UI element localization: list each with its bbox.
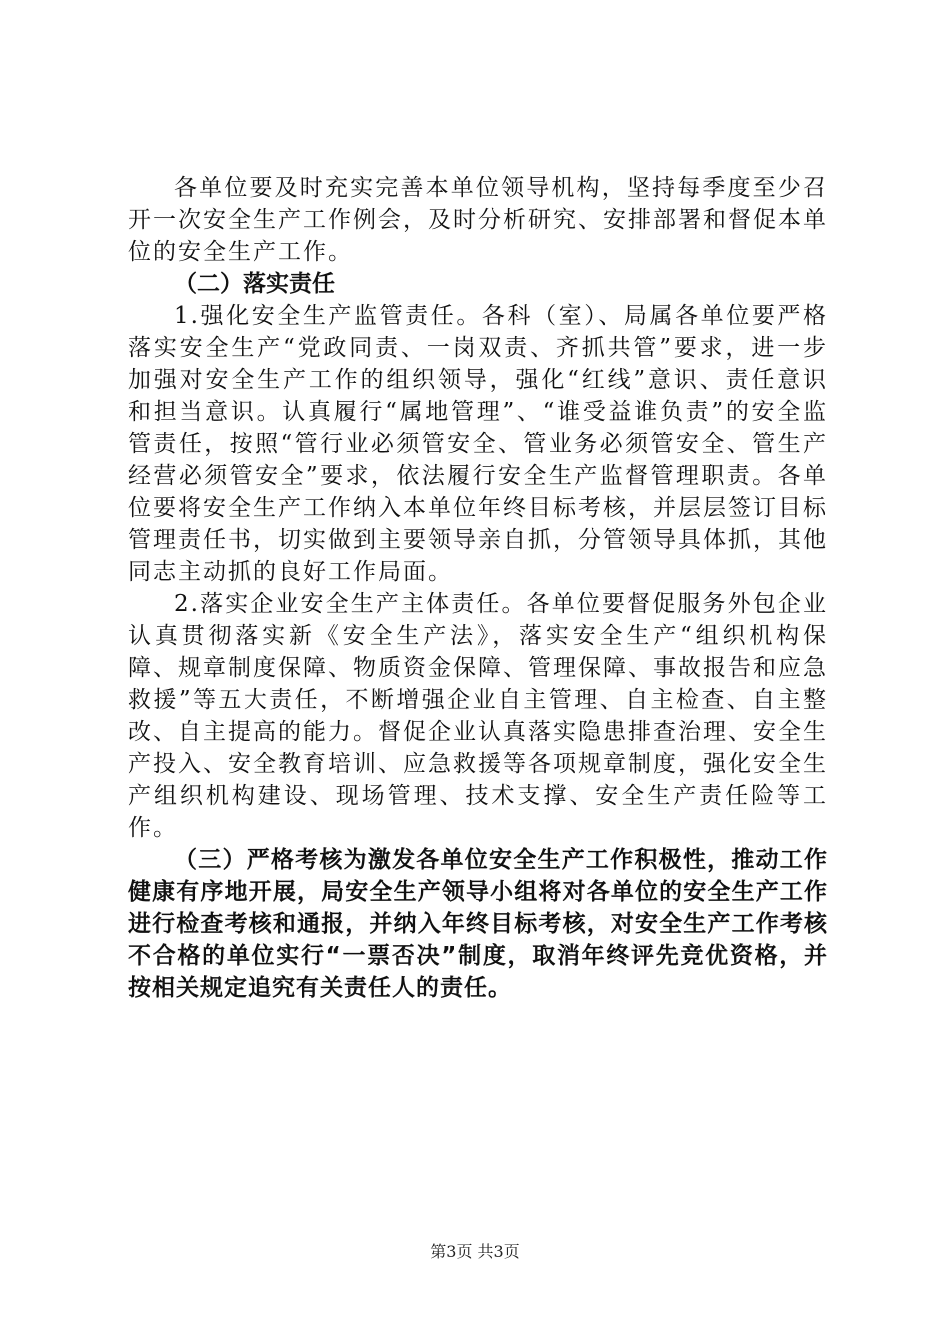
section-heading-responsibility: （二）落实责任 [174, 271, 335, 297]
paragraph-leadership-meetings: 各单位要及时充实完善本单位领导机构，坚持每季度至少召开一次安全生产工作例会，及时分析研究、安排部署和督促本单位的安全生产工作。 [128, 175, 828, 265]
paragraph-supervision-responsibility: 1.强化安全生产监管责任。各科（室）、局属各单位要严格落实安全生产“党政同责、一岗双责、齐抓共管”要求，进一步加强对安全生产工作的组织领导，强化“红线”意识、责任意识和担当意识。认真履行“属地管理”、“谁受益谁负责”的安全监管责任，按照“管行业必须管安全、管业务必须管安全、管生产经营必须管安全”要求，依法履行安全生产监督管理职责。各单位要将安全生产工作纳入本单位年终目标考核，并层层签订目标管理责任书，切实做到主要领导亲自抓，分管领导具体抓，其他同志主动抓的良好工作局面。 [128, 303, 828, 585]
paragraph-strict-assessment: （三）严格考核为激发各单位安全生产工作积极性，推动工作健康有序地开展，局安全生产领导小组将对各单位的安全生产工作进行检查考核和通报，并纳入年终目标考核，对安全生产工作考核不合格的单位实行“一票否决”制度，取消年终评先竞优资格，并按相关规定追究有关责任人的责任。 [128, 847, 828, 1001]
page-number-footer: 第3页 共3页 [430, 1242, 520, 1261]
paragraph-enterprise-responsibility: 2.落实企业安全生产主体责任。各单位要督促服务外包企业认真贯彻落实新《安全生产法》，落实安全生产“组织机构保障、规章制度保障、物质资金保障、管理保障、事故报告和应急救援”等五大责任，不断增强企业自主管理、自主检查、自主整改、自主提高的能力。督促企业认真落实隐患排查治理、安全生产投入、安全教育培训、应急救援等各项规章制度，强化安全生产组织机构建设、现场管理、技术支撑、安全生产责任险等工作。 [128, 591, 828, 841]
document-body [128, 172, 828, 1004]
